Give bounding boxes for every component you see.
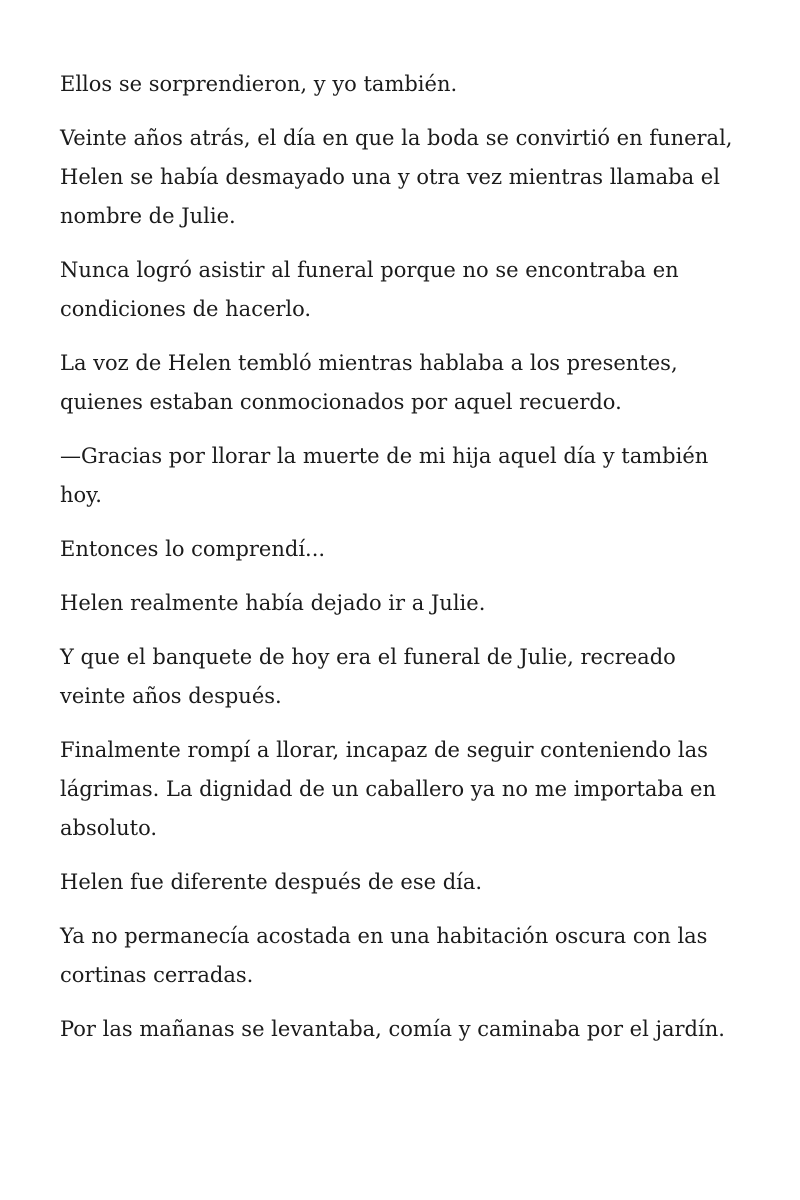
paragraph-7: Helen realmente había dejado ir a Julie. xyxy=(60,591,486,615)
paragraph-12: Por las mañanas se levantaba, comía y caminaba por el jardín. xyxy=(60,1017,725,1041)
paragraph-4: La voz de Helen tembló mientras hablaba a los presentes, quienes estaban conmocionados por aquel recuerdo. xyxy=(60,351,678,414)
paragraph-9: Finalmente rompí a llorar, incapaz de seguir conteniendo las lágrimas. La dignidad de un caballero ya no me importaba en absoluto. xyxy=(60,738,717,840)
paragraph-10: Helen fue diferente después de ese día. xyxy=(60,870,483,894)
paragraph-8: Y que el banquete de hoy era el funeral de Julie, recreado veinte años después. xyxy=(60,645,676,708)
paragraph-3: Nunca logró asistir al funeral porque no se encontraba en condiciones de hacerlo. xyxy=(60,258,679,321)
paragraph-5: —Gracias por llorar la muerte de mi hija aquel día y también hoy. xyxy=(60,444,709,507)
paragraph-1: Ellos se sorprendieron, y yo también. xyxy=(60,72,458,96)
paragraph-6: Entonces lo comprendí... xyxy=(60,537,326,561)
paragraph-2: Veinte años atrás, el día en que la boda se convirtió en funeral, Helen se había desmayado una y otra vez mientras llamaba el nombre de Julie. xyxy=(60,126,733,228)
paragraph-11: Ya no permanecía acostada en una habitación oscura con las cortinas cerradas. xyxy=(60,924,708,987)
